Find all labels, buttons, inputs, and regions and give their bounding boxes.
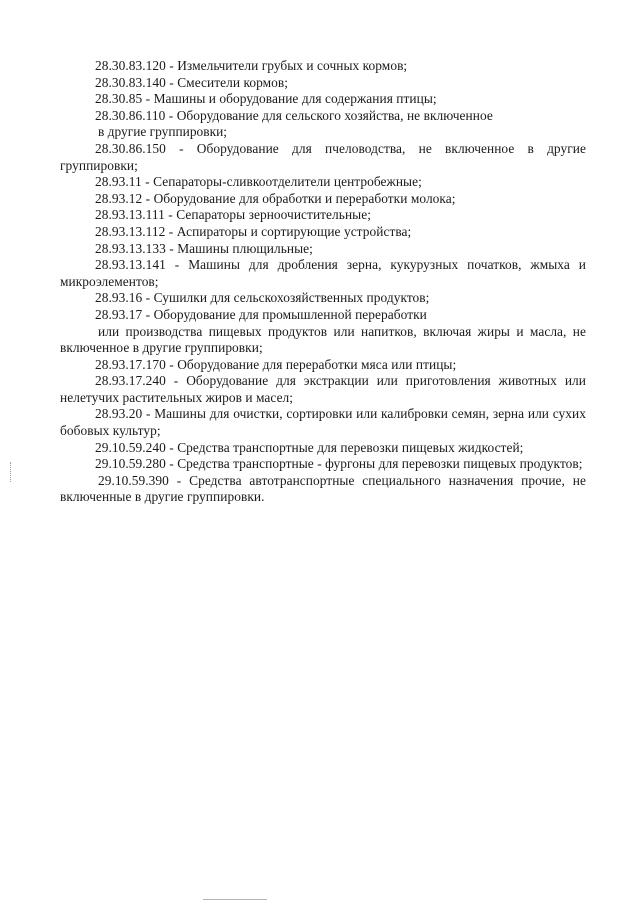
scan-margin-mark	[10, 462, 13, 482]
list-entry: 29.10.59.390 - Средства автотранспортные специального назначения прочие, не включенные в другие группировки.	[60, 472, 586, 505]
list-entry-continuation: или производства пищевых продуктов или напитков, включая жиры и масла, не включенное в другие группировки;	[60, 323, 586, 356]
list-entry: 28.93.17 - Оборудование для промышленной переработки	[95, 306, 427, 322]
list-entry: 29.10.59.240 - Средства транспортные для перевозки пищевых жидкостей;	[95, 439, 524, 455]
list-entry: 28.93.13.133 - Машины плющильные;	[95, 240, 313, 256]
list-entry: 28.93.17.240 - Оборудование для экстракции или приготовления животных или нелетучих растительных жиров и масел;	[60, 373, 586, 405]
list-entry: 28.30.83.120 - Измельчители грубых и сочных кормов;	[95, 58, 408, 73]
document-body	[60, 58, 586, 506]
list-entry: 28.93.13.141 - Машины для дробления зерна, кукурузных початков, жмыха и микроэлементов;	[60, 257, 586, 289]
list-entry: 28.93.13.111 - Сепараторы зерноочистительные;	[95, 207, 371, 223]
list-entry: 29.10.59.280 - Средства транспортные - фургоны для перевозки пищевых продуктов;	[95, 456, 583, 472]
list-entry: 28.93.13.112 - Аспираторы и сортирующие устройства;	[95, 223, 412, 239]
list-entry: 28.93.16 - Сушилки для сельскохозяйственных продуктов;	[95, 290, 430, 306]
list-entry: 28.30.86.150 - Оборудование для пчеловодства, не включенное в другие группировки;	[60, 140, 586, 173]
scan-bottom-mark	[203, 899, 267, 902]
list-entry: 28.30.85 - Машины и оборудование для содержания птицы;	[95, 91, 437, 107]
list-entry: 28.30.83.140 - Смесители кормов;	[95, 74, 289, 90]
list-entry: 28.93.17.170 - Оборудование для переработки мяса или птицы;	[95, 356, 457, 372]
list-entry: 28.93.20 - Машины для очистки, сортировки или калибровки семян, зерна или сухих бобовых культур;	[60, 406, 586, 439]
list-entry: 28.93.12 - Оборудование для обработки и переработки молока;	[95, 190, 456, 206]
list-entry-continuation: в другие группировки;	[98, 124, 227, 140]
list-entry: 28.93.11 - Сепараторы-сливкоотделители центробежные;	[95, 174, 422, 190]
list-entry: 28.30.86.110 - Оборудование для сельского хозяйства, не включенное	[95, 107, 493, 123]
